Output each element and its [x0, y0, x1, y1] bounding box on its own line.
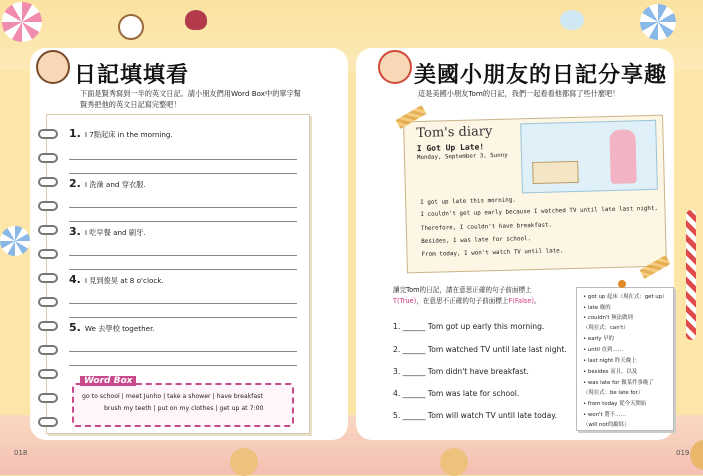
diary-line: I couldn't get up early because I watched TV until late last night.	[420, 205, 659, 219]
question-3: 3. I 吃早餐 and 刷牙.	[69, 225, 146, 238]
heart-candy-decoration	[185, 10, 207, 30]
answer-line[interactable]	[69, 317, 297, 318]
page-number-right: 019	[676, 449, 690, 457]
boy-mascot-icon	[378, 50, 412, 84]
vocab-item: • was late for 做某件事晚了	[583, 380, 654, 386]
left-intro-line1: 下面是賢秀寫到一半的英文日記。請小朋友們用Word Box中的單字幫	[80, 89, 301, 98]
question-2: 2. I 洗澡 and 穿衣服.	[69, 177, 146, 190]
answer-line[interactable]	[69, 173, 297, 174]
cookie-decoration	[230, 448, 258, 476]
diary-line: Besides, I was late for school.	[421, 236, 532, 245]
right-page-title: 美國小朋友的日記分享趣	[414, 63, 668, 88]
tf-item-4[interactable]: 4. ______ Tom was late for school.	[393, 389, 520, 398]
lollipop-decoration	[2, 2, 42, 42]
page-number-left: 018	[14, 449, 28, 457]
vocab-item: • won't 將不……	[583, 412, 626, 418]
word-box-row: go to school | meet Junho | take a shower | have breakfast	[82, 393, 263, 400]
diary-title: Tom's diary	[416, 124, 493, 142]
pushpin-icon	[618, 280, 626, 288]
answer-line[interactable]	[69, 255, 297, 256]
vocab-item: • early 早的	[583, 336, 614, 342]
vocab-item: • got up 起床（現在式：get up）	[583, 294, 668, 300]
word-box-title: Word Box	[80, 376, 136, 386]
spiral-ring	[38, 201, 58, 211]
tf-item-2[interactable]: 2. ______ Tom watched TV until late last night.	[393, 345, 567, 354]
tf-item-5[interactable]: 5. ______ Tom will watch TV until late today.	[393, 411, 558, 420]
diary-line: I got up late this morning.	[420, 197, 517, 207]
answer-line[interactable]	[69, 207, 297, 208]
diary-illustration	[520, 120, 658, 194]
cupcake-decoration	[118, 14, 144, 40]
tf-item-3[interactable]: 3. ______ Tom didn't have breakfast.	[393, 367, 529, 376]
mother-figure-icon	[609, 129, 636, 184]
spiral-ring	[38, 417, 58, 427]
vocab-item: • from today 從今天開始	[583, 401, 647, 407]
candy-cane-decoration	[686, 210, 696, 340]
meringue-decoration	[560, 10, 584, 30]
question-1: 1. I 7點起床 in the morning.	[69, 127, 173, 140]
spiral-ring	[38, 129, 58, 139]
diary-heading: I Got Up Late!	[416, 142, 485, 154]
vocab-item: • late 晚的	[583, 305, 611, 311]
lollipop-decoration	[640, 4, 676, 40]
question-4: 4. I 見到俊昊 at 8 o'clock.	[69, 273, 164, 286]
vocab-item: • until 直到……	[583, 347, 624, 353]
tf-item-1[interactable]: 1. ______ Tom got up early this morning.	[393, 322, 545, 331]
answer-line[interactable]	[69, 269, 297, 270]
spiral-ring	[38, 321, 58, 331]
vocab-item: • besides 而且、以及	[583, 369, 638, 375]
vocab-item: （will not的縮寫）	[583, 422, 630, 428]
spiral-ring	[38, 225, 58, 235]
left-page-title: 日記填填看	[74, 63, 190, 88]
vocab-item: • couldn't 無法做到	[583, 315, 633, 321]
spiral-ring	[38, 273, 58, 283]
spiral-ring	[38, 297, 58, 307]
diary-line: From today, I won't watch TV until late.	[421, 248, 564, 258]
spiral-ring	[38, 393, 58, 403]
bed-icon	[532, 161, 579, 184]
question-5: 5. We 去學校 together.	[69, 321, 155, 334]
answer-line[interactable]	[69, 221, 297, 222]
vocab-item: （現在式：can't）	[583, 325, 629, 331]
cookie-decoration	[440, 448, 468, 476]
diary-date: Monday, September 3, Sunny	[416, 152, 508, 162]
tf-instruction-line1: 讀完Tom的日記，請在意思正確的句子前面標上	[393, 286, 532, 294]
word-box-row: brush my teeth | put on my clothes | get up at 7:00	[104, 405, 264, 412]
lollipop-decoration	[0, 226, 30, 256]
answer-line[interactable]	[69, 365, 297, 366]
vocab-item: • last night 昨天晚上	[583, 358, 637, 364]
right-intro: 這是美國小朋友Tom的日記，我們一起看看他都寫了些什麼吧！	[418, 89, 620, 98]
spiral-ring	[38, 369, 58, 379]
answer-line[interactable]	[69, 351, 297, 352]
spiral-ring	[38, 345, 58, 355]
word-box	[72, 376, 294, 427]
diary-line: Therefore, I couldn't have breakfast.	[420, 222, 553, 232]
answer-line[interactable]	[69, 303, 297, 304]
tf-instruction-line2: T(True)，在意思不正確的句子前面標上F(False)。	[393, 297, 541, 305]
vocab-item: （現在式：be late for）	[583, 390, 644, 396]
left-intro-line2: 賢秀把他的英文日記寫完整吧！	[80, 100, 181, 109]
spiral-ring	[38, 153, 58, 163]
vocabulary-card	[576, 287, 674, 431]
answer-line[interactable]	[69, 159, 297, 160]
tom-diary-card	[403, 115, 667, 274]
girl-mascot-icon	[36, 50, 70, 84]
spiral-ring	[38, 249, 58, 259]
spiral-ring	[38, 177, 58, 187]
